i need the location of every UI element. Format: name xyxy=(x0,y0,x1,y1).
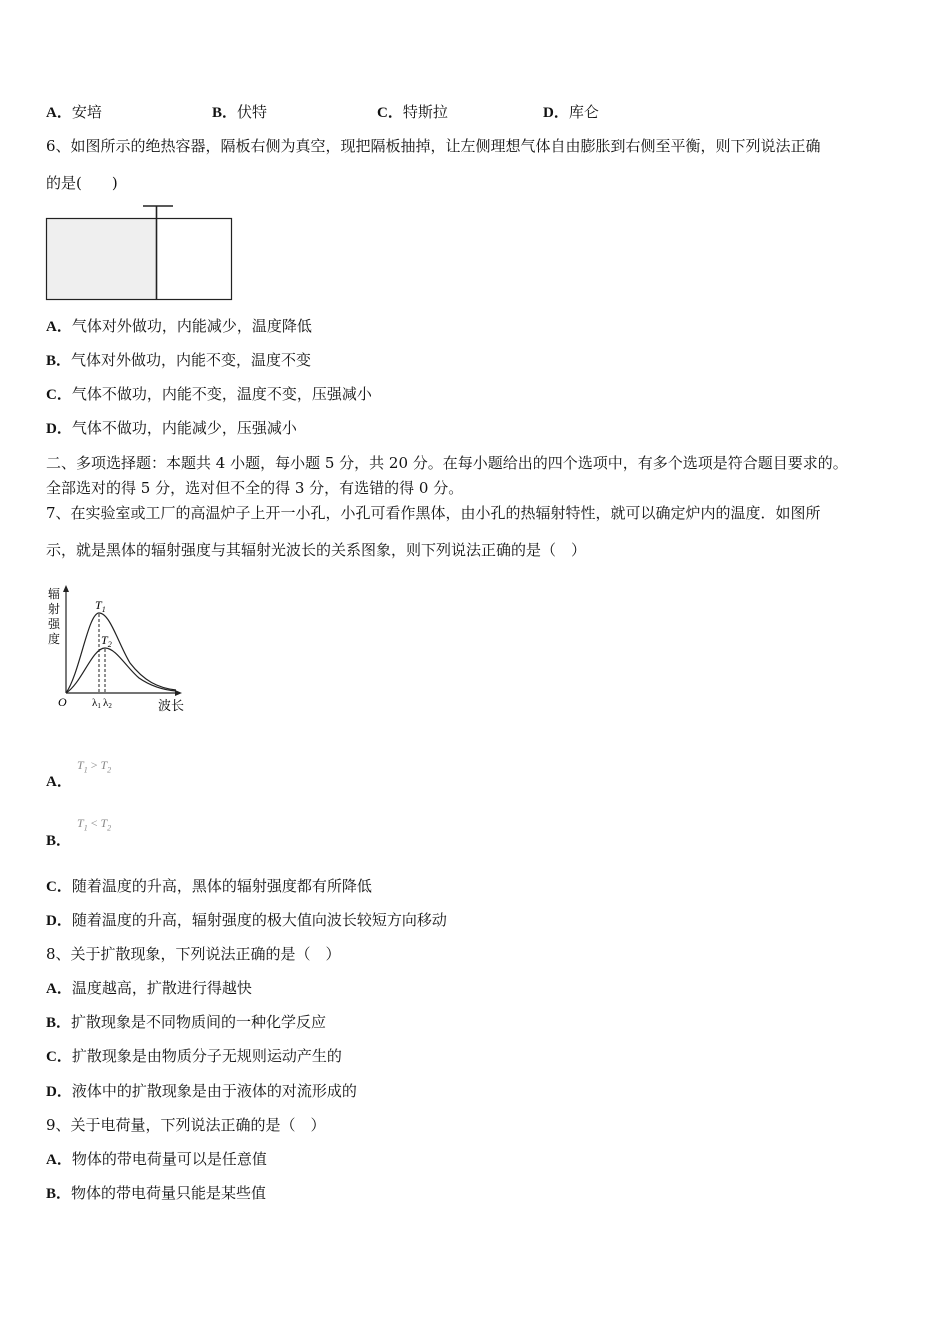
q6-option-b xyxy=(46,350,311,371)
x-axis-arrow xyxy=(175,690,182,696)
q7-option-a xyxy=(46,771,72,792)
option-label: C． xyxy=(46,387,72,403)
option-label: B． xyxy=(212,105,238,121)
option-label: A． xyxy=(46,319,72,335)
curve-label-t1: $T_1$ xyxy=(95,598,106,614)
option-text: 气体不做功，内能减少，压强减小 xyxy=(71,419,297,437)
y-axis-label-char: 射 xyxy=(48,602,61,616)
q5-option-d xyxy=(543,101,599,122)
lambda1-label: λ1 xyxy=(92,697,101,710)
option-text: 液体中的扩散现象是由于液体的对流形成的 xyxy=(71,1082,357,1100)
y-axis-arrow xyxy=(63,585,69,592)
q8-stem: 8、关于扩散现象，下列说法正确的是（ ） xyxy=(46,945,341,963)
q8-option-a xyxy=(46,978,252,999)
option-label: B． xyxy=(46,1186,72,1202)
option-label: C． xyxy=(46,879,72,895)
option-label: B． xyxy=(46,1015,72,1031)
q9-stem: 9、关于电荷量，下列说法正确的是（ ） xyxy=(46,1116,326,1134)
option-text: 随着温度的升高，黑体的辐射强度都有所降低 xyxy=(71,877,372,895)
y-axis-label-char: 强 xyxy=(48,617,61,631)
blackbody-radiation-graph xyxy=(44,583,194,718)
q5-option-c xyxy=(377,101,448,122)
q8-option-c xyxy=(46,1046,342,1067)
section2-heading-line2: 全部选对的得 5 分，选对但不全的得 3 分，有选错的得 0 分。 xyxy=(46,479,464,497)
option-label: D． xyxy=(543,105,569,121)
q7-option-a-math: $T_1 > T_2$ xyxy=(77,758,112,775)
q5-option-b xyxy=(212,101,267,122)
option-text: 物体的带电荷量只能是某些值 xyxy=(71,1184,267,1202)
q6-stem-line1: 6、如图所示的绝热容器，隔板右侧为真空，现把隔板抽掉，让左侧理想气体自由膨胀到右侧至平衡，则下列说法正确 xyxy=(46,137,821,155)
option-label: D． xyxy=(46,1084,72,1100)
y-axis-label-char: 辐 xyxy=(48,587,61,601)
curve-t1 xyxy=(66,613,176,693)
option-label: B． xyxy=(46,833,72,849)
option-text: 库仑 xyxy=(568,103,599,121)
q7-option-b xyxy=(46,830,71,851)
option-text: 气体对外做功，内能不变，温度不变 xyxy=(71,351,312,369)
q5-option-a xyxy=(46,101,102,122)
q8-option-b xyxy=(46,1012,326,1033)
q6-option-a xyxy=(46,316,312,337)
section2-heading-line1: 二、多项选择题：本题共 4 小题，每小题 5 分，共 20 分。在每小题给出的四个选项中，有多个选项是符合题目要求的。 xyxy=(46,454,848,472)
option-label: B． xyxy=(46,353,72,369)
option-text: 气体不做功，内能不变，温度不变，压强减小 xyxy=(71,385,372,403)
option-text: 物体的带电荷量可以是任意值 xyxy=(71,1150,267,1168)
insulated-container-figure xyxy=(44,202,236,304)
q9-option-a xyxy=(46,1149,267,1170)
gas-region xyxy=(47,219,157,300)
option-label: A． xyxy=(46,774,72,790)
option-label: D． xyxy=(46,913,72,929)
option-text: 随着温度的升高，辐射强度的极大值向波长较短方向移动 xyxy=(71,911,447,929)
q6-option-c xyxy=(46,384,372,405)
option-text: 气体对外做功，内能减少，温度降低 xyxy=(71,317,312,335)
curve-label-t2: $T_2$ xyxy=(101,633,112,649)
option-text: 扩散现象是不同物质间的一种化学反应 xyxy=(71,1013,327,1031)
q7-option-d xyxy=(46,910,447,931)
origin-label: O xyxy=(58,695,67,709)
option-label: C． xyxy=(46,1049,72,1065)
q9-option-b xyxy=(46,1183,266,1204)
q7-option-b-math: $T_1 < T_2$ xyxy=(77,816,112,833)
option-text: 安培 xyxy=(71,103,102,121)
q7-stem-line2: 示，就是黑体的辐射强度与其辐射光波长的关系图象，则下列说法正确的是（ ） xyxy=(46,541,587,559)
lambda2-label: λ2 xyxy=(103,697,112,710)
option-text: 扩散现象是由物质分子无规则运动产生的 xyxy=(71,1047,342,1065)
option-label: A． xyxy=(46,981,72,997)
option-label: D． xyxy=(46,421,72,437)
option-text: 特斯拉 xyxy=(402,103,448,121)
option-text: 伏特 xyxy=(237,103,268,121)
q5-options-row xyxy=(46,101,646,123)
q7-stem-line1: 7、在实验室或工厂的高温炉子上开一小孔，小孔可看作黑体，由小孔的热辐射特性，就可以确定炉内的温度．如图所 xyxy=(46,504,821,522)
option-label: A． xyxy=(46,105,72,121)
q7-option-c xyxy=(46,876,372,897)
option-text: 温度越高，扩散进行得越快 xyxy=(71,979,252,997)
y-axis-label-char: 度 xyxy=(48,632,61,646)
q6-stem-line2: 的是( ) xyxy=(46,174,118,192)
option-label: C． xyxy=(377,105,403,121)
x-axis-label: 波长 xyxy=(158,698,185,713)
q8-option-d xyxy=(46,1081,357,1102)
option-label: A． xyxy=(46,1152,72,1168)
q6-option-d xyxy=(46,418,297,439)
